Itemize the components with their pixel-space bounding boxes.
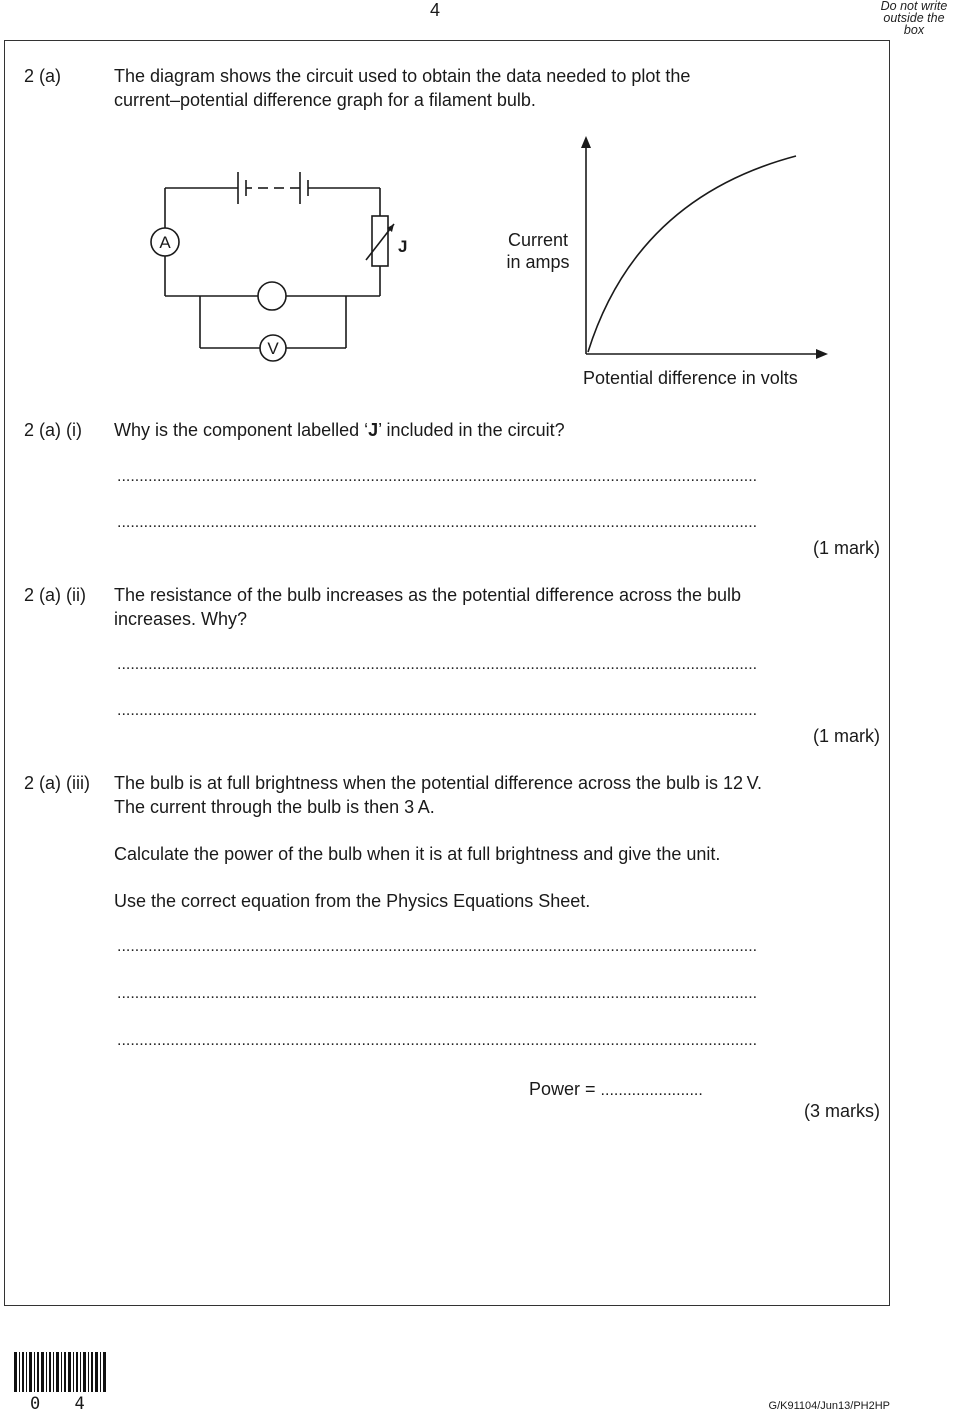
part-i-number: 2 (a) (i) (24, 420, 82, 440)
part-i-mark: (1 mark) (813, 538, 880, 558)
part-iii-text-line-2: The current through the bulb is then 3 A. (114, 797, 435, 817)
component-j-label: J (398, 237, 408, 256)
barcode-digits: 0 4 (30, 1394, 97, 1414)
paper-reference: G/K91104/Jun13/PH2HP (768, 1400, 890, 1412)
x-axis-arrow (816, 349, 828, 359)
answer-line[interactable]: ................................................................................................................................................ (117, 702, 758, 719)
power-label: Power = (529, 1079, 601, 1099)
part-i-text-bold: J (368, 420, 379, 440)
part-iii-text-line-3: Calculate the power of the bulb when it is at full brightness and give the unit. (114, 844, 721, 864)
barcode (14, 1352, 110, 1394)
graph-y-label-line-2: in amps (506, 252, 570, 272)
page-number: 4 (430, 0, 441, 20)
part-ii-text-line-1: The resistance of the bulb increases as the potential difference across the bulb (114, 585, 742, 605)
part-i-question (114, 418, 565, 442)
part-ii-mark: (1 mark) (813, 726, 880, 746)
part-ii-number: 2 (a) (ii) (24, 585, 86, 605)
graph-y-label-line-1: Current (507, 230, 569, 250)
part-iii-text-line-1: The bulb is at full brightness when the potential difference across the bulb is 12 V. (114, 773, 763, 793)
question-text-line-2: current–potential difference graph for a filament bulb. (114, 90, 536, 110)
part-i-text-start: Why is the component labelled ‘ (114, 420, 369, 440)
graph-x-label: Potential difference in volts (583, 368, 798, 388)
part-iii-text-line-4: Use the correct equation from the Physics Equations Sheet. (114, 891, 591, 911)
circuit-diagram (140, 160, 420, 380)
current-pd-graph (570, 132, 832, 368)
part-iii-mark: (3 marks) (804, 1101, 880, 1121)
answer-line[interactable]: ................................................................................................................................................ (117, 938, 758, 955)
question-text-line-1: The diagram shows the circuit used to obtain the data needed to plot the (114, 66, 691, 86)
answer-line[interactable]: ................................................................................................................................................ (117, 656, 758, 673)
y-axis-arrow (581, 136, 591, 148)
graph-curve (588, 156, 796, 352)
power-answer[interactable] (529, 1077, 703, 1103)
answer-line[interactable]: ................................................................................................................................................ (117, 514, 758, 531)
answer-line[interactable]: ................................................................................................................................................ (117, 985, 758, 1002)
answer-line[interactable]: ................................................................................................................................................ (117, 468, 758, 485)
answer-line[interactable]: ................................................................................................................................................ (117, 1032, 758, 1049)
part-ii-text-line-2: increases. Why? (114, 609, 248, 629)
part-iii-number: 2 (a) (iii) (24, 773, 90, 793)
margin-note: Do not write outside the box (880, 0, 948, 37)
question-number: 2 (a) (24, 66, 62, 86)
ammeter-label: A (159, 233, 171, 252)
part-i-text-end: ’ included in the circuit? (378, 420, 565, 440)
voltmeter-label: V (267, 339, 279, 358)
power-answer-dots[interactable]: ....................... (600, 1082, 703, 1099)
